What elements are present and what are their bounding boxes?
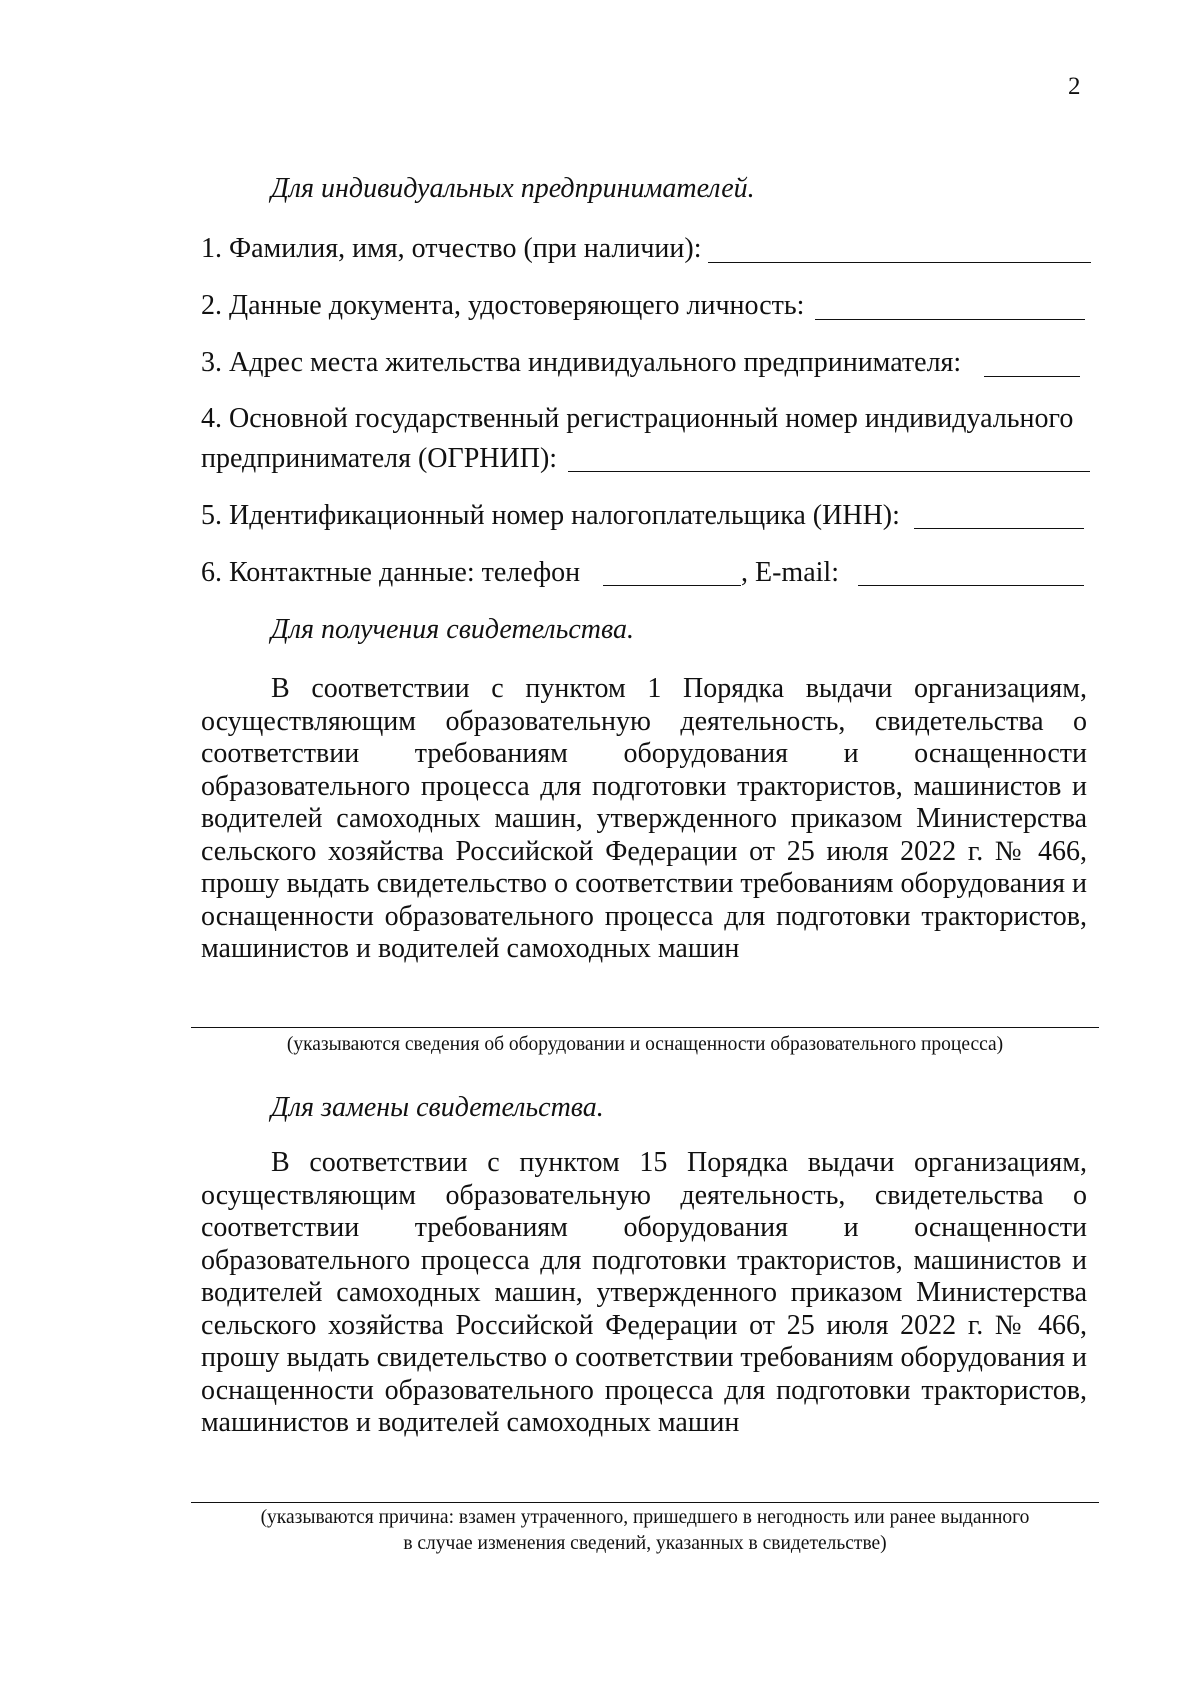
inn-field[interactable] xyxy=(914,528,1084,529)
address-label: 3. Адрес места жительства индивидуального предпринимателя: xyxy=(201,347,962,378)
id-doc-field[interactable] xyxy=(815,319,1085,320)
replace-paragraph: В соответствии с пунктом 15 Порядка выдачи организациям, осуществляющим образовательную деятельность, свидетельства о соответствии требованиям оборудования и оснащенности образовательного процесса для подготовки трактористов, машинистов и водителей самоходных машин, утвержденного приказом Министерства сельского хозяйства Российской Федерации от 25 июля 2022 г. № 466, прошу выдать свидетельство о соответствии требованиям оборудования и оснащенности образовательного процесса для подготовки трактористов, машинистов и водителей самоходных машин xyxy=(201,1147,1087,1438)
issue-paragraph: В соответствии с пунктом 1 Порядка выдачи организациям, осуществляющим образовательную деятельность, свидетельства о соответствии требованиям оборудования и оснащенности образовательного процесса для подготовки трактористов, машинистов и водителей самоходных машин, утвержденного приказом Министерства сельского хозяйства Российской Федерации от 25 июля 2022 г. № 466, прошу выдать свидетельство о соответствии требованиям оборудования и оснащенности образовательного процесса для подготовки трактористов, машинистов и водителей самоходных машин xyxy=(201,673,1087,964)
fio-field[interactable] xyxy=(708,262,1091,263)
ogrnip-label-line2: предпринимателя (ОГРНИП): xyxy=(201,443,558,474)
address-field[interactable] xyxy=(984,376,1080,377)
email-field[interactable] xyxy=(858,585,1084,586)
replace-caption-line1: (указываются причина: взамен утраченного, пришедшего в негодность или ранее выданного xyxy=(260,1507,1030,1528)
email-label: , E-mail: xyxy=(741,557,839,588)
replace-caption-line2: в случае изменения сведений, указанных в свидетельстве) xyxy=(403,1533,887,1554)
replace-section-heading: Для замены свидетельства. xyxy=(271,1092,604,1123)
ogrnip-label-line1: 4. Основной государственный регистрационный номер индивидуального xyxy=(201,403,1074,434)
contacts-label: 6. Контактные данные: телефон xyxy=(201,557,581,588)
issue-caption: (указываются сведения об оборудовании и оснащенности образовательного процесса) xyxy=(286,1034,1004,1055)
replace-reason-field[interactable] xyxy=(191,1502,1099,1503)
issue-details-field[interactable] xyxy=(191,1027,1099,1028)
page-number: 2 xyxy=(1068,73,1081,100)
inn-label: 5. Идентификационный номер налогоплательщика (ИНН): xyxy=(201,500,900,531)
id-doc-label: 2. Данные документа, удостоверяющего личность: xyxy=(201,290,805,321)
ogrnip-field[interactable] xyxy=(568,471,1090,472)
phone-field[interactable] xyxy=(603,585,741,586)
issue-section-heading: Для получения свидетельства. xyxy=(271,614,634,645)
ip-section-heading: Для индивидуальных предпринимателей. xyxy=(271,173,755,204)
fio-label: 1. Фамилия, имя, отчество (при наличии): xyxy=(201,233,702,264)
